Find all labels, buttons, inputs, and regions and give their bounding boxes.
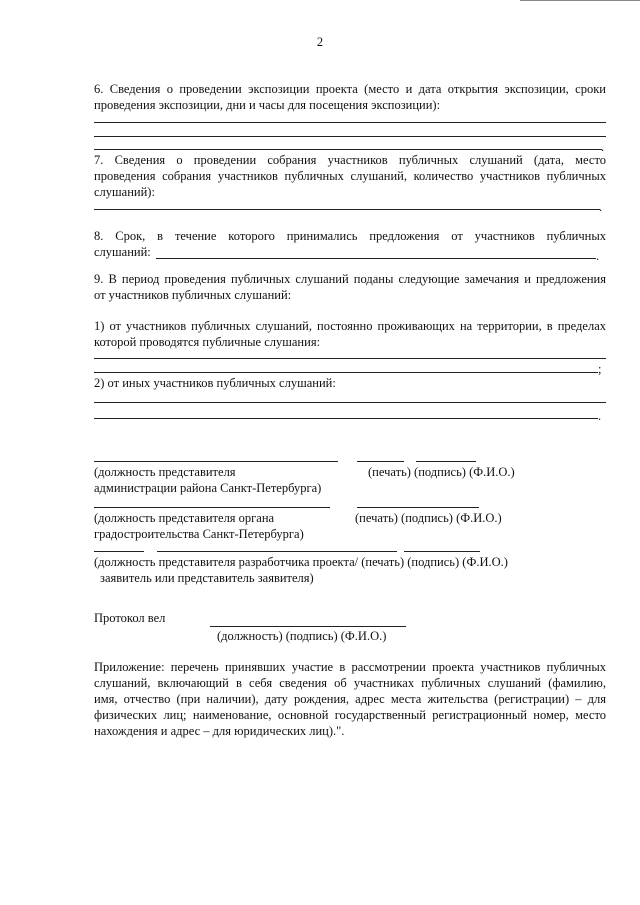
section-6-line-2: проведения экспозиции, дни и часы для посещения экспозиции):	[94, 98, 441, 112]
signature-line	[357, 461, 404, 462]
fill-line	[156, 258, 596, 259]
section-9-line-1: 9. В период проведения публичных слушаний поданы следующие замечания и предложения	[94, 272, 606, 286]
signature-2-fields: (печать) (подпись) (Ф.И.О.)	[355, 511, 502, 525]
signature-1-role-line-2: администрации района Санкт-Петербурга)	[94, 481, 322, 495]
section-7-line-2: проведения собрания участников публичных слушаний, количество участников публичных	[94, 169, 606, 183]
section-9-item-2-line-1: 2) от иных участников публичных слушаний:	[94, 376, 336, 390]
signature-3-role-line-2: заявитель или представитель заявителя)	[100, 571, 314, 585]
page-number: 2	[316, 35, 324, 49]
appendix-line-3: имя, отчество (при наличии), дату рождения, адрес места жительства (регистрации) – для	[94, 692, 606, 706]
appendix-line-4: физических лиц; наименование, основной государственный регистрационный номер, место	[94, 708, 606, 722]
protocol-fields: (должность) (подпись) (Ф.И.О.)	[217, 629, 387, 643]
section-8-line-1: 8. Срок, в течение которого принимались предложения от участников публичных	[94, 229, 606, 243]
fill-line	[94, 402, 606, 403]
scan-edge-mark	[520, 0, 640, 5]
fill-line	[94, 372, 598, 373]
line-end-dot: .	[601, 140, 605, 154]
signature-line	[94, 551, 144, 552]
section-6-line-1: 6. Сведения о проведении экспозиции проекта (место и дата открытия экспозиции, сроки	[94, 82, 606, 96]
section-7-line-1: 7. Сведения о проведении собрания участников публичных слушаний (дата, место	[94, 153, 606, 167]
signature-2-role-line-1: (должность представителя органа	[94, 511, 275, 525]
signature-1-fields: (печать) (подпись) (Ф.И.О.)	[368, 465, 515, 479]
line-end-dot: .	[598, 409, 602, 423]
signature-line	[157, 551, 397, 552]
signature-1-role-line-1: (должность представителя	[94, 465, 236, 479]
section-9-item-1-line-1: 1) от участников публичных слушаний, постоянно проживающих на территории, в пределах	[94, 319, 606, 333]
line-end-dot: .	[596, 249, 600, 263]
appendix-line-1: Приложение: перечень принявших участие в рассмотрении проекта участников публичных	[94, 660, 606, 674]
signature-line	[94, 461, 338, 462]
signature-line	[94, 507, 330, 508]
signature-3-role-line-1: (должность представителя разработчика проекта/ (печать) (подпись) (Ф.И.О.)	[94, 555, 508, 569]
section-8-line-2: слушаний:	[94, 245, 151, 259]
line-end-semicolon: ;	[598, 362, 602, 376]
section-9-line-2: от участников публичных слушаний:	[94, 288, 292, 302]
protocol-label: Протокол вел	[94, 611, 166, 625]
section-9-item-1-line-2: которой проводятся публичные слушания:	[94, 335, 321, 349]
fill-line	[94, 358, 606, 359]
fill-line	[94, 418, 598, 419]
section-7-line-3: слушаний):	[94, 185, 155, 199]
signature-line	[416, 461, 476, 462]
signature-line	[210, 626, 406, 627]
appendix-line-5: нахождения и адрес – для юридических лиц).".	[94, 724, 345, 738]
fill-line	[94, 136, 606, 137]
signature-line	[357, 507, 479, 508]
signature-line	[404, 551, 480, 552]
line-end-dot: .	[599, 200, 603, 214]
fill-line	[94, 209, 600, 210]
fill-line	[94, 149, 602, 150]
signature-2-role-line-2: градостроительства Санкт-Петербурга)	[94, 527, 304, 541]
appendix-line-2: слушаний, включающий в себя сведения об участниках публичных слушаний (фамилию,	[94, 676, 606, 690]
fill-line	[94, 122, 606, 123]
